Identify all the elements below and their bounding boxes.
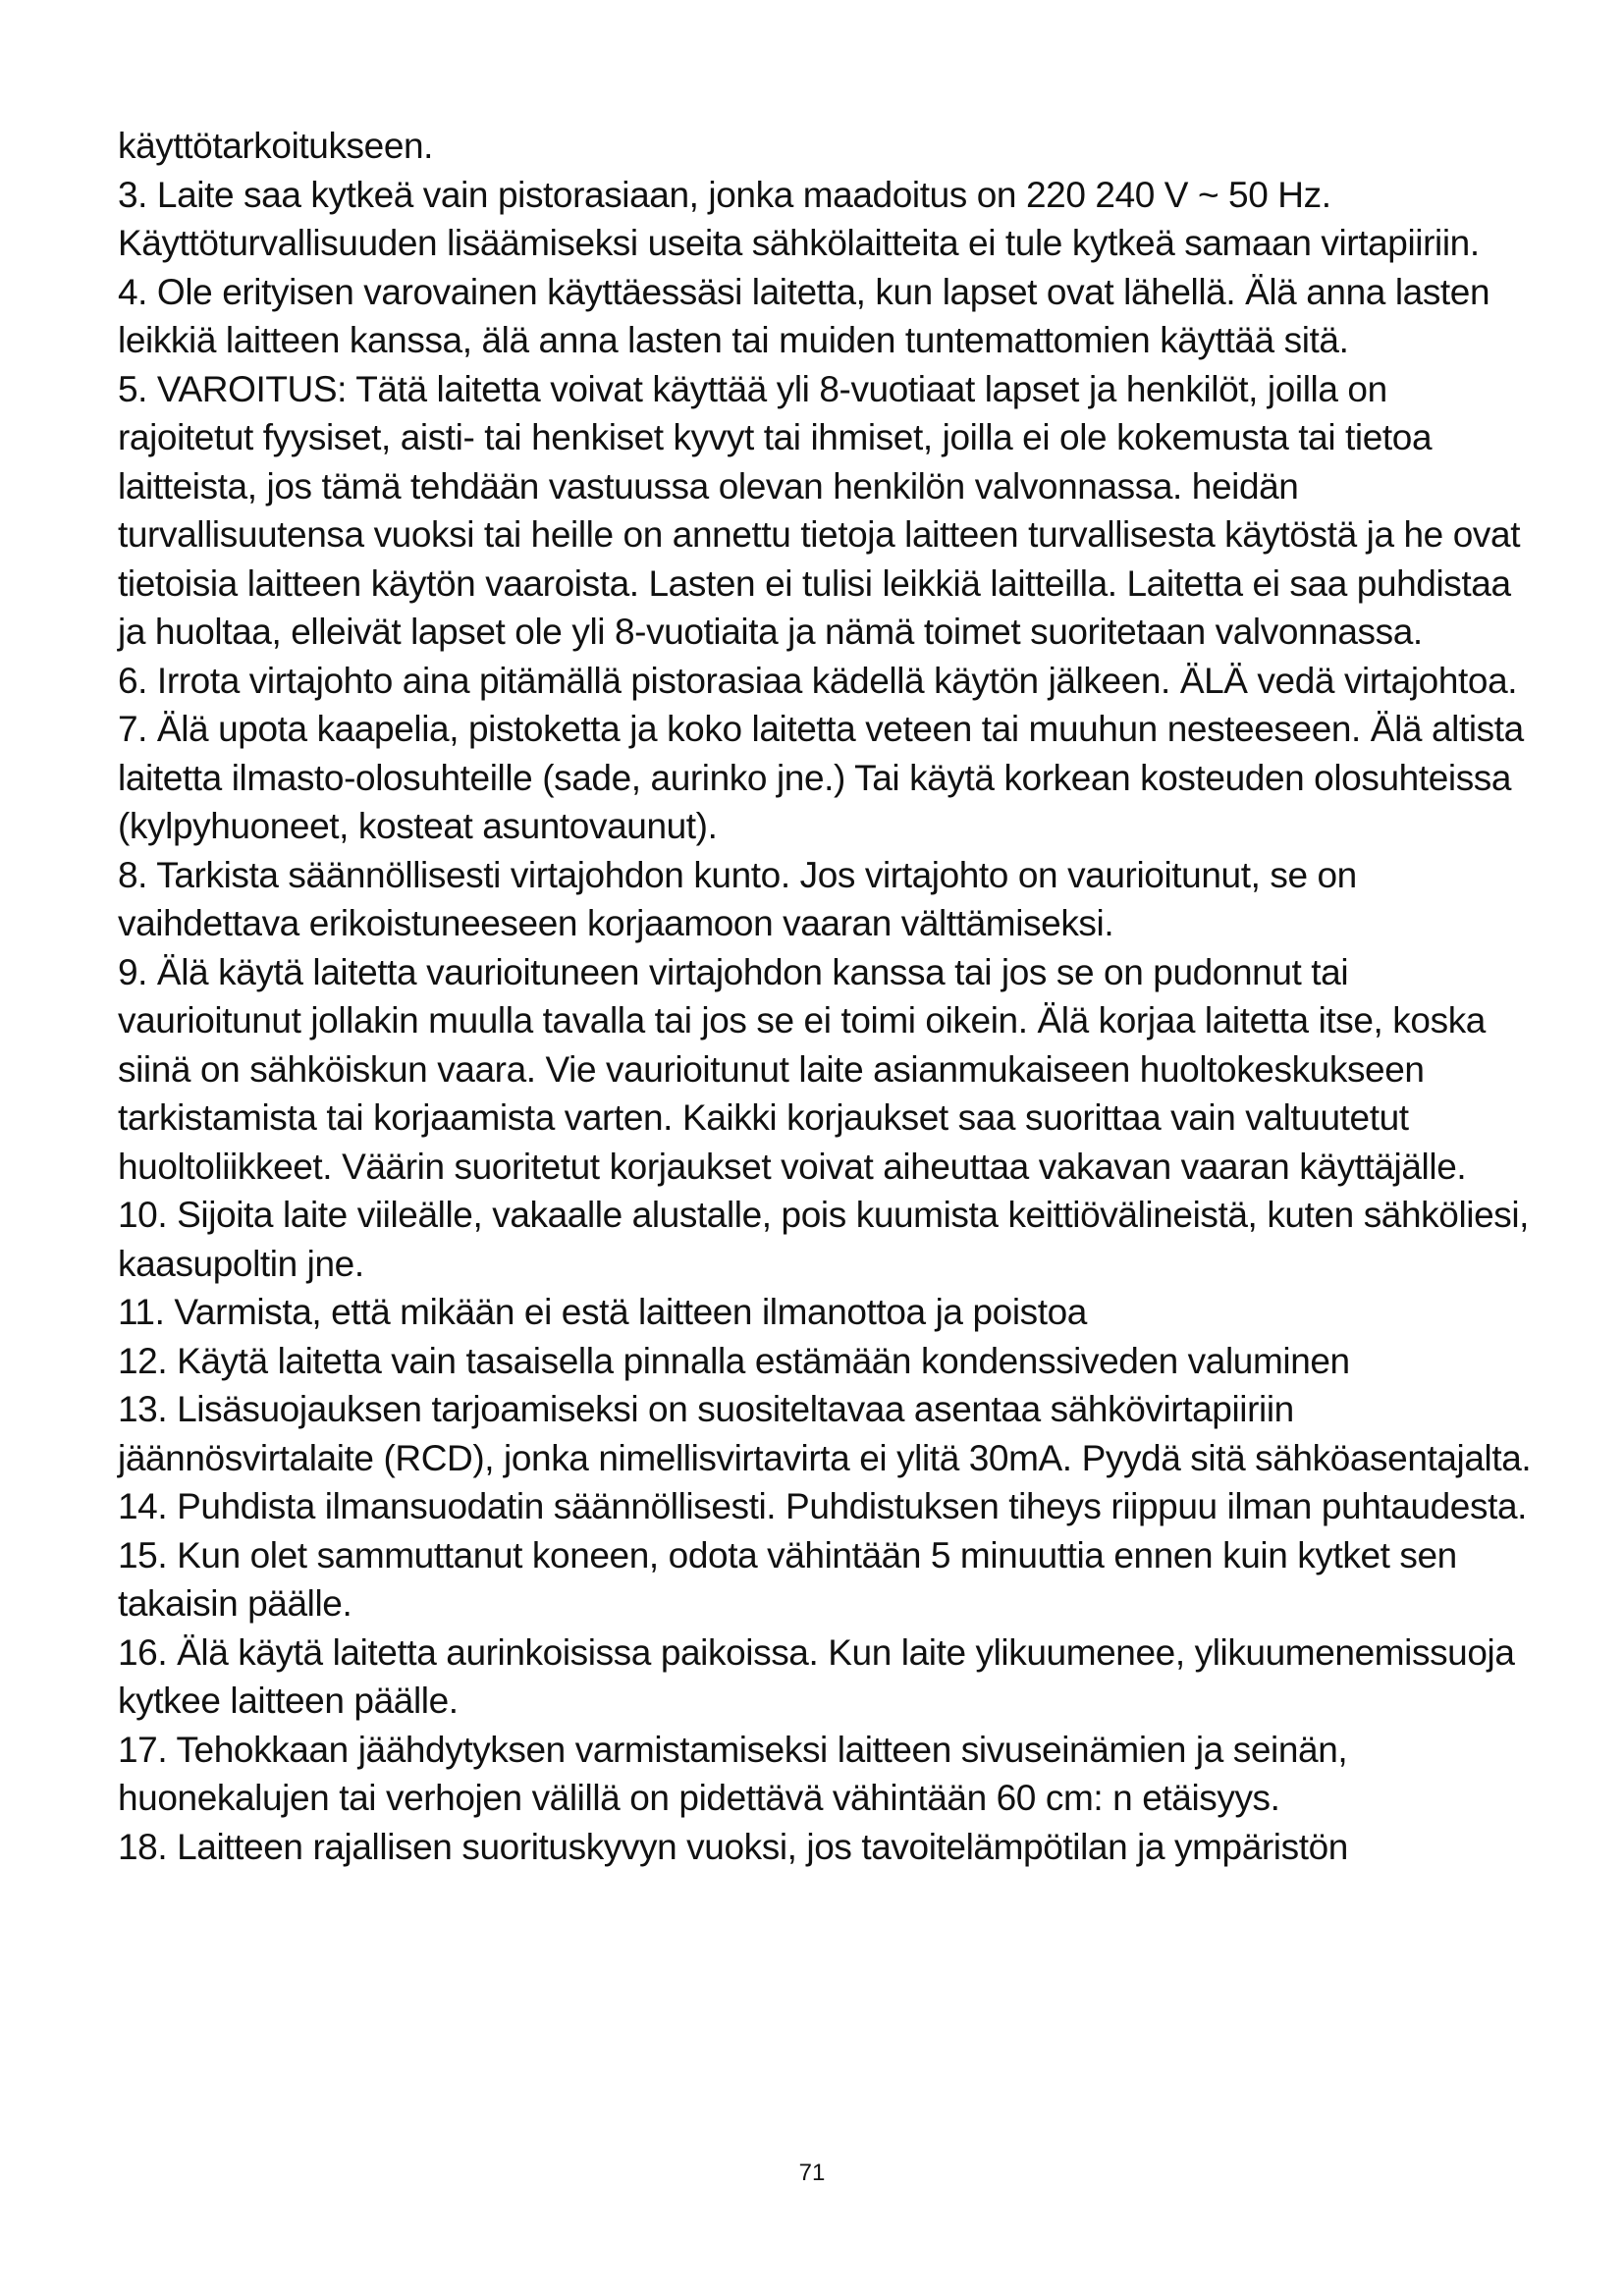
- paragraph-item-17: 17. Tehokkaan jäähdytyksen varmistamiseksi laitteen sivuseinämien ja seinän, huonekalujen tai verhojen välillä on pidettävä vähintään 60 cm: n etäisyys.: [118, 1729, 1348, 1818]
- paragraph-item-11: 11. Varmista, että mikään ei estä laitteen ilmanottoa ja poistoa: [118, 1292, 1087, 1332]
- paragraph-item-4: 4. Ole erityisen varovainen käyttäessäsi laitetta, kun lapset ovat lähellä. Älä anna lasten leikkiä laitteen kanssa, älä anna lasten tai muiden tuntemattomien käyttää sitä.: [118, 271, 1490, 360]
- paragraph-item-14: 14. Puhdista ilmansuodatin säännöllisesti. Puhdistuksen tiheys riippuu ilman puhtaudesta.: [118, 1486, 1528, 1526]
- paragraph-item-15: 15. Kun olet sammuttanut koneen, odota vähintään 5 minuuttia ennen kuin kytket sen takaisin päälle.: [118, 1534, 1457, 1624]
- paragraph-item-13: 13. Lisäsuojauksen tarjoamiseksi on suositeltavaa asentaa sähkövirtapiiriin jäännösvirtalaite (RCD), jonka nimellisvirtavirta ei ylitä 30mA. Pyydä sitä sähköasentajalta.: [118, 1389, 1532, 1478]
- paragraph-item-5: 5. VAROITUS: Tätä laitetta voivat käyttää yli 8-vuotiaat lapset ja henkilöt, joilla on rajoitetut fyysiset, aisti- tai henkiset kyvyt tai ihmiset, joilla ei ole kokemusta tai tietoa laitteista, jos tämä tehdään vastuussa olevan henkilön valvonnassa. heidän turvallisuutensa vuoksi tai heille on annettu tietoja laitteen turvallisesta käytöstä ja he ovat tietoisia laitteen käytön vaaroista. Lasten ei tulisi leikkiä laitteilla. Laitetta ei saa puhdistaa ja huoltaa, elleivät lapset ole yli 8-vuotiaita ja nämä toimet suoritetaan valvonnassa.: [118, 368, 1521, 652]
- paragraph-item-3: 3. Laite saa kytkeä vain pistorasiaan, jonka maadoitus on 220 240 V ~ 50 Hz. Käyttöturvallisuuden lisäämiseksi useita sähkölaitteita ei tule kytkeä samaan virtapiiriin.: [118, 174, 1480, 263]
- paragraph-item-6: 6. Irrota virtajohto aina pitämällä pistorasiaa kädellä käytön jälkeen. ÄLÄ vedä virtajohtoa.: [118, 660, 1518, 701]
- document-body: [118, 122, 1532, 1871]
- paragraph-item-12: 12. Käytä laitetta vain tasaisella pinnalla estämään kondenssiveden valuminen: [118, 1340, 1350, 1381]
- paragraph-continuation: käyttötarkoitukseen.: [118, 126, 434, 166]
- paragraph-item-7: 7. Älä upota kaapelia, pistoketta ja koko laitetta veteen tai muuhun nesteeseen. Älä altista laitetta ilmasto-olosuhteille (sade, aurinko jne.) Tai käytä korkean kosteuden olosuhteissa (kylpyhuoneet, kosteat asuntovaunut).: [118, 709, 1524, 846]
- paragraph-item-16: 16. Älä käytä laitetta aurinkoisissa paikoissa. Kun laite ylikuumenee, ylikuumenemissuoja kytkee laitteen päälle.: [118, 1631, 1515, 1721]
- paragraph-item-8: 8. Tarkista säännöllisesti virtajohdon kunto. Jos virtajohto on vaurioitunut, se on vaihdettava erikoistuneeseen korjaamoon vaaran välttämiseksi.: [118, 854, 1357, 943]
- paragraph-item-18: 18. Laitteen rajallisen suorituskyvyn vuoksi, jos tavoitelämpötilan ja ympäristön: [118, 1826, 1348, 1867]
- paragraph-item-9: 9. Älä käytä laitetta vaurioituneen virtajohdon kanssa tai jos se on pudonnut tai vaurioitunut jollakin muulla tavalla tai jos se ei toimi oikein. Älä korjaa laitetta itse, koska siinä on sähköiskun vaara. Vie vaurioitunut laite asianmukaiseen huoltokeskukseen tarkistamista tai korjaamista varten. Kaikki korjaukset saa suorittaa vain valtuutetut huoltoliikkeet. Väärin suoritetut korjaukset voivat aiheuttaa vakavan vaaran käyttäjälle.: [118, 951, 1486, 1187]
- paragraph-item-10: 10. Sijoita laite viileälle, vakaalle alustalle, pois kuumista keittiövälineistä, kuten sähköliesi, kaasupoltin jne.: [118, 1195, 1530, 1284]
- page-number: 71: [798, 2160, 826, 2186]
